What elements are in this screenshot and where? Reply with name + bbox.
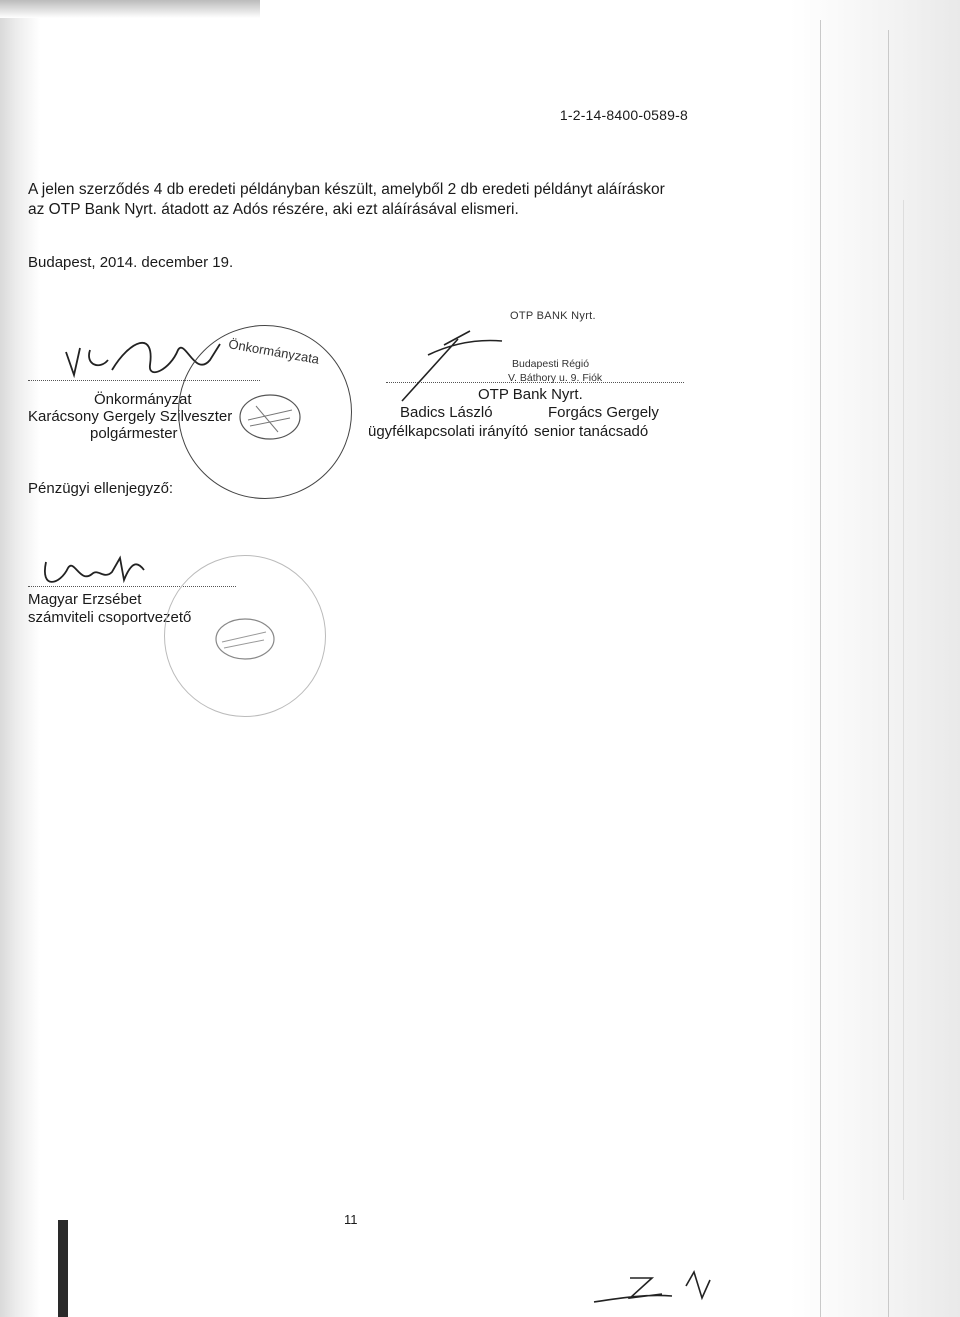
bank-signer-title: senior tanácsadó — [534, 423, 649, 440]
page-number: 11 — [344, 1212, 358, 1227]
bank-name: OTP Bank Nyrt. — [478, 386, 583, 403]
scan-right-edge — [790, 0, 960, 1317]
place-date: Budapest, 2014. december 19. — [28, 254, 234, 271]
contract-paragraph — [28, 180, 728, 220]
signatory-org: Önkormányzat — [94, 391, 192, 408]
bank-signer-name: Forgács Gergely — [548, 404, 659, 421]
scan-line — [903, 200, 904, 1200]
document-id: 1-2-14-8400-0589-8 — [559, 107, 688, 123]
bank-stamp-region: Budapesti Régió — [512, 358, 590, 370]
paragraph-line: A jelen szerződés 4 db eredeti példányban készült, amelyből 2 db eredeti példányt aláíráskor — [28, 181, 665, 198]
scan-top-strip — [0, 0, 260, 18]
bank-stamp-name: OTP BANK Nyrt. — [510, 310, 596, 322]
coat-of-arms-icon — [214, 616, 276, 662]
signatory-title: polgármester — [90, 425, 178, 442]
scan-line — [820, 20, 821, 1317]
paragraph-line: az OTP Bank Nyrt. átadott az Adós részére, aki ezt aláírásával elismeri. — [28, 201, 519, 218]
bank-signer-name: Badics László — [400, 404, 493, 421]
signatory-name: Karácsony Gergely Szilveszter — [28, 408, 233, 425]
scan-binding-bar — [58, 1220, 68, 1317]
bank-stamp-address: V. Báthory u. 9. Fiók — [508, 372, 603, 384]
signatory-title: számviteli csoportvezető — [28, 609, 192, 626]
accountant-signature — [40, 550, 170, 595]
counter-sign-label: Pénzügyi ellenjegyző: — [28, 480, 174, 497]
initials-signature — [590, 1268, 720, 1308]
stamp-text: Önkormányzata — [227, 336, 321, 367]
coat-of-arms-icon — [238, 392, 302, 442]
bank-signer-title: ügyfélkapcsolati irányító — [368, 423, 529, 440]
signatory-name: Magyar Erzsébet — [28, 591, 142, 608]
scan-line — [888, 30, 889, 1317]
